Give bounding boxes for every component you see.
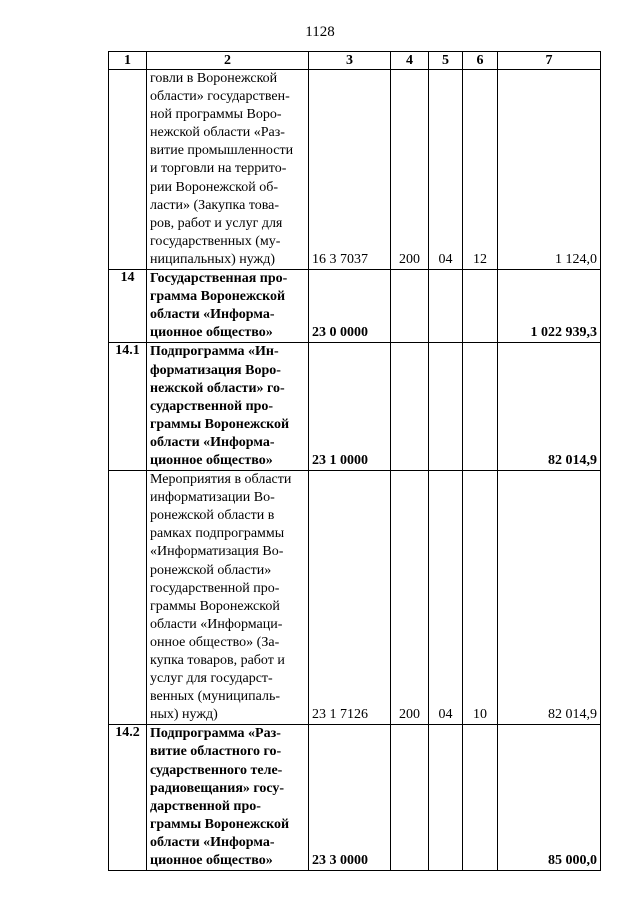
- row-code: 23 1 7126: [309, 471, 391, 725]
- row-col4: [391, 270, 429, 343]
- row-amount: 1 022 939,3: [498, 270, 601, 343]
- table-row: [109, 343, 601, 471]
- row-col4: 200: [391, 70, 429, 270]
- budget-table: [108, 51, 601, 871]
- row-col5: 04: [429, 471, 463, 725]
- row-code: 23 3 0000: [309, 725, 391, 871]
- column-header-7: 7: [498, 52, 601, 70]
- row-name: Государственная про- грамма Воронежской области «Информа- ционное общество»: [147, 270, 309, 343]
- table-row: [109, 725, 601, 871]
- column-header-2: 2: [147, 52, 309, 70]
- row-amount: 82 014,9: [498, 343, 601, 471]
- row-col6: [463, 725, 498, 871]
- table-row: [109, 471, 601, 725]
- column-header-6: 6: [463, 52, 498, 70]
- row-col5: [429, 270, 463, 343]
- row-col5: [429, 343, 463, 471]
- row-col6: 10: [463, 471, 498, 725]
- row-number: 14.1: [109, 343, 147, 471]
- row-name: Подпрограмма «Ин- форматизация Воро- нежской области» го- сударственной про- граммы Воронежской области «Информа- ционное общество»: [147, 343, 309, 471]
- row-code: 23 0 0000: [309, 270, 391, 343]
- page-number: 1128: [305, 24, 335, 40]
- table-row: [109, 270, 601, 343]
- row-col4: 200: [391, 471, 429, 725]
- column-header-3: 3: [309, 52, 391, 70]
- row-number: 14: [109, 270, 147, 343]
- header-row: [109, 52, 601, 70]
- row-amount: 1 124,0: [498, 70, 601, 270]
- row-amount: 85 000,0: [498, 725, 601, 871]
- row-code: 16 3 7037: [309, 70, 391, 270]
- column-header-4: 4: [391, 52, 429, 70]
- row-number: [109, 471, 147, 725]
- row-col5: 04: [429, 70, 463, 270]
- row-col6: [463, 270, 498, 343]
- row-col6: 12: [463, 70, 498, 270]
- table-row: [109, 70, 601, 270]
- row-name: говли в Воронежской области» государствен- ной программы Воро- нежской области «Раз- витие промышленности и торговли на террито- рии Воронежской об- ласти» (Закупка това- ров, работ и услуг для государственных (му- ниципальных) нужд): [147, 70, 309, 270]
- row-amount: 82 014,9: [498, 471, 601, 725]
- row-name: Мероприятия в области информатизации Во- ронежской области в рамках подпрограммы «Информатизация Во- ронежской области» государственной про- граммы Воронежской области «Информаци- онное общество» (За- купка товаров, работ и услуг для государст- венных (муниципаль- ных) нужд): [147, 471, 309, 725]
- row-number: [109, 70, 147, 270]
- row-name: Подпрограмма «Раз- витие областного го- сударственного теле- радиовещания» госу- дарственной про- граммы Воронежской области «Информа- ционное общество»: [147, 725, 309, 871]
- row-col6: [463, 343, 498, 471]
- row-col5: [429, 725, 463, 871]
- row-col4: [391, 343, 429, 471]
- column-header-1: 1: [109, 52, 147, 70]
- row-number: 14.2: [109, 725, 147, 871]
- row-code: 23 1 0000: [309, 343, 391, 471]
- column-header-5: 5: [429, 52, 463, 70]
- row-col4: [391, 725, 429, 871]
